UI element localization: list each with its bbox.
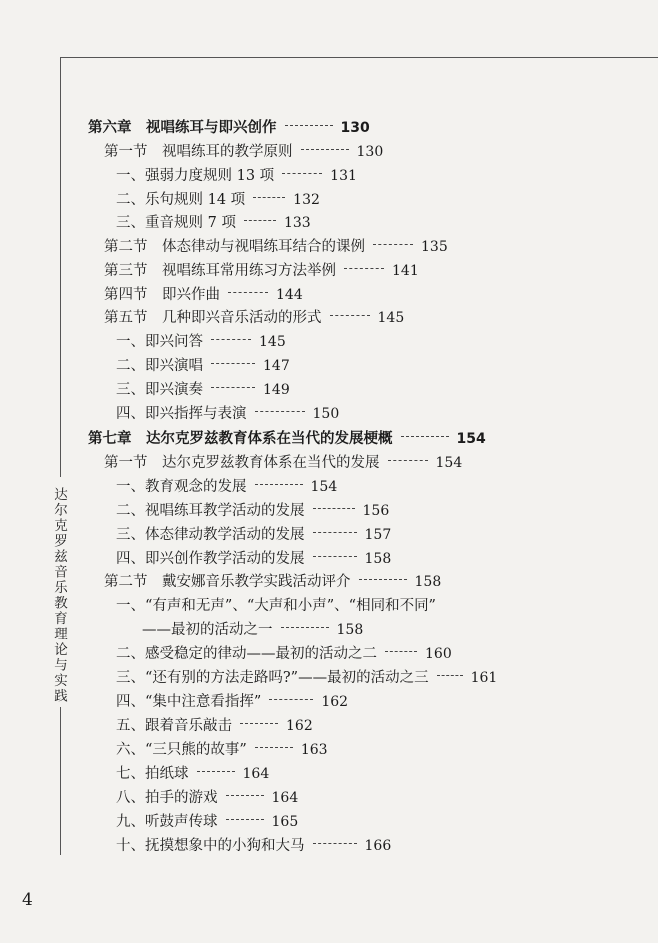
toc-page-number: 131 xyxy=(330,168,357,184)
toc-item-entry xyxy=(116,595,436,617)
toc-item-entry xyxy=(116,715,313,737)
toc-chapter-entry xyxy=(88,428,486,450)
toc-leader-line xyxy=(313,556,357,557)
toc-leader-line xyxy=(240,723,278,724)
toc-item-entry xyxy=(116,165,357,187)
toc-leader-line xyxy=(373,244,413,245)
toc-entry-title: 五、跟着音乐敲击 xyxy=(116,718,232,734)
toc-page-number: 164 xyxy=(242,766,270,782)
toc-entry-title: 七、拍纸球 xyxy=(116,766,189,782)
toc-entry-title: 二、视唱练耳教学活动的发展 xyxy=(116,503,305,519)
toc-leader-line xyxy=(313,532,357,533)
toc-leader-line xyxy=(253,197,285,198)
toc-page-number: 158 xyxy=(364,551,392,567)
toc-entry-title: 三、重音规则 7 项 xyxy=(116,215,236,231)
toc-page-number: 133 xyxy=(283,215,311,231)
toc-section-entry xyxy=(104,236,448,258)
toc-leader-line xyxy=(437,675,463,676)
toc-entry-title: 十、抚摸想象中的小狗和大马 xyxy=(116,838,305,854)
toc-leader-line xyxy=(269,699,313,700)
toc-entry-title: 第六章 视唱练耳与即兴创作 xyxy=(88,120,277,136)
toc-item-entry xyxy=(116,212,311,234)
toc-page-number: 144 xyxy=(276,287,303,303)
toc-leader-line xyxy=(226,795,264,796)
toc-entry-title: 一、强弱力度规则 13 项 xyxy=(116,168,275,184)
toc-leader-line xyxy=(313,508,355,509)
toc-page-number: 132 xyxy=(293,192,320,208)
toc-leader-line xyxy=(197,771,235,772)
toc-page-number: 158 xyxy=(414,574,442,590)
toc-page-number: 145 xyxy=(377,310,405,326)
toc-section-entry xyxy=(104,307,404,329)
toc-item-entry xyxy=(142,619,363,641)
toc-page-number: 161 xyxy=(470,670,498,686)
toc-item-entry xyxy=(116,355,290,377)
toc-leader-line xyxy=(255,747,293,748)
toc-leader-line xyxy=(344,268,384,269)
toc-entry-title: 第一节 达尔克罗兹教育体系在当代的发展 xyxy=(104,455,380,471)
toc-item-entry xyxy=(116,739,328,761)
toc-leader-line xyxy=(255,484,303,485)
toc-leader-line xyxy=(359,579,407,580)
toc-leader-line xyxy=(330,315,370,316)
toc-section-entry xyxy=(104,141,383,163)
toc-item-entry xyxy=(116,763,269,785)
toc-item-entry xyxy=(116,811,298,833)
toc-leader-line xyxy=(244,220,276,221)
toc-page-number: 150 xyxy=(312,406,340,422)
toc-entry-title: 四、“集中注意看指挥” xyxy=(116,694,262,710)
toc-leader-line xyxy=(388,460,428,461)
toc-entry-title: 第一节 视唱练耳的教学原则 xyxy=(104,144,293,160)
toc-entry-title: 三、即兴演奏 xyxy=(116,382,203,398)
toc-section-entry xyxy=(104,452,462,474)
toc-page-number: 149 xyxy=(263,382,290,398)
toc-item-entry xyxy=(116,548,391,570)
toc-page-number: 130 xyxy=(356,144,384,160)
toc-item-entry xyxy=(116,524,391,546)
toc-item-entry xyxy=(116,643,452,665)
toc-page-number: 145 xyxy=(259,334,286,350)
toc-entry-title: 一、“有声和无声”、“大声和小声”、“相同和不同” xyxy=(116,598,436,614)
toc-entry-title: 第二节 戴安娜音乐教学实践活动评介 xyxy=(104,574,351,590)
toc-entry-title: 八、拍手的游戏 xyxy=(116,790,218,806)
toc-leader-line xyxy=(385,651,417,652)
toc-item-entry xyxy=(116,787,298,809)
toc-section-entry xyxy=(104,571,441,593)
toc-entry-title: 第七章 达尔克罗兹教育体系在当代的发展梗概 xyxy=(88,431,393,447)
toc-entry-title: 第二节 体态律动与视唱练耳结合的课例 xyxy=(104,239,365,255)
toc-leader-line xyxy=(313,843,357,844)
toc-leader-line xyxy=(301,149,349,150)
toc-entry-title: 第五节 几种即兴音乐活动的形式 xyxy=(104,310,322,326)
toc-entry-title: 一、即兴问答 xyxy=(116,334,203,350)
toc-page-number: 130 xyxy=(340,120,370,136)
toc-entry-title: 九、听鼓声传球 xyxy=(116,814,218,830)
toc-leader-line xyxy=(211,387,255,388)
toc-leader-line xyxy=(281,627,329,628)
toc-entry-title: 四、即兴创作教学活动的发展 xyxy=(116,551,305,567)
toc-item-entry xyxy=(116,476,337,498)
toc-entry-title: 六、“三只熊的故事” xyxy=(116,742,247,758)
toc-page-number: 141 xyxy=(392,263,419,279)
toc-page-number: 163 xyxy=(300,742,328,758)
toc-item-entry xyxy=(116,691,348,713)
toc-item-entry xyxy=(116,835,391,857)
toc-entry-title: 第四节 即兴作曲 xyxy=(104,287,220,303)
toc-item-entry xyxy=(116,500,389,522)
toc-leader-line xyxy=(282,173,322,174)
toc-entry-title: 四、即兴指挥与表演 xyxy=(116,406,247,422)
toc-leader-line xyxy=(228,292,268,293)
side-book-title: 达尔克罗兹音乐教育理论与实践 xyxy=(51,484,69,707)
page-number: 4 xyxy=(22,890,33,910)
toc-entry-title: 一、教育观念的发展 xyxy=(116,479,247,495)
toc-page-number: 154 xyxy=(456,431,486,447)
toc-page-number: 162 xyxy=(321,694,349,710)
toc-page-number: 166 xyxy=(364,838,392,854)
toc-item-entry xyxy=(116,331,286,353)
toc-page-number: 154 xyxy=(435,455,463,471)
toc-entry-title: 第三节 视唱练耳常用练习方法举例 xyxy=(104,263,336,279)
toc-entry-title: 三、体态律动教学活动的发展 xyxy=(116,527,305,543)
toc-entry-title: 二、即兴演唱 xyxy=(116,358,203,374)
toc-entry-title: 二、感受稳定的律动——最初的活动之二 xyxy=(116,646,377,662)
toc-page-number: 135 xyxy=(421,239,448,255)
toc-section-entry xyxy=(104,260,419,282)
toc-item-entry xyxy=(116,403,339,425)
toc-page-number: 165 xyxy=(271,814,299,830)
toc-page-number: 147 xyxy=(263,358,290,374)
toc-page-number: 164 xyxy=(271,790,299,806)
toc-page-number: 156 xyxy=(362,503,390,519)
toc-leader-line xyxy=(401,436,449,437)
toc-page-number: 162 xyxy=(286,718,313,734)
toc-page-number: 160 xyxy=(425,646,452,662)
toc-item-entry xyxy=(116,379,290,401)
toc-leader-line xyxy=(211,363,255,364)
toc-leader-line xyxy=(226,819,264,820)
toc-item-entry xyxy=(116,189,320,211)
toc-entry-title: 二、乐句规则 14 项 xyxy=(116,192,246,208)
toc-page-number: 154 xyxy=(310,479,338,495)
toc-entry-title: 三、“还有别的方法走路吗?”——最初的活动之三 xyxy=(116,670,429,686)
toc-section-entry xyxy=(104,284,303,306)
toc-leader-line xyxy=(285,125,333,126)
toc-page-number: 157 xyxy=(364,527,392,543)
toc-item-entry xyxy=(116,667,497,689)
toc-chapter-entry xyxy=(88,117,370,139)
toc-page-number: 158 xyxy=(336,622,364,638)
toc-leader-line xyxy=(211,339,251,340)
toc-leader-line xyxy=(255,411,305,412)
toc-entry-title: ——最初的活动之一 xyxy=(142,622,273,638)
